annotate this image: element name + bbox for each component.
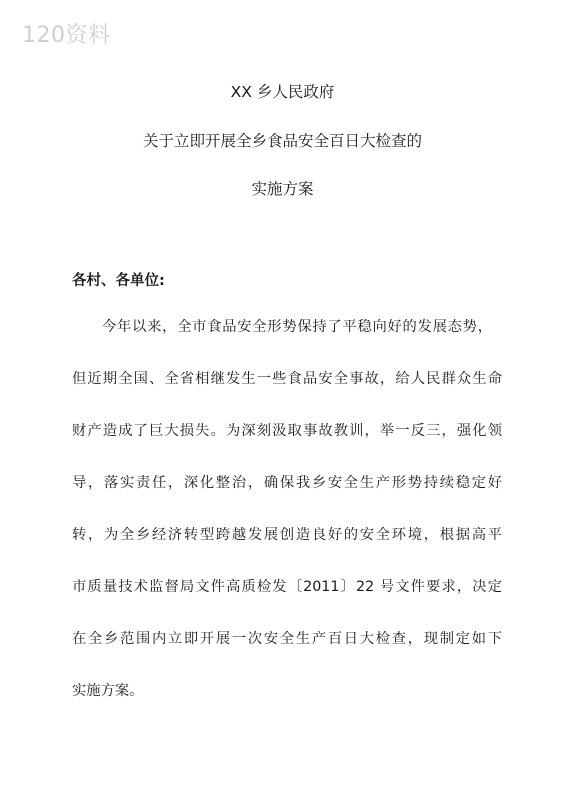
salutation: 各村、各单位: xyxy=(72,273,165,289)
body-line-4: 导，落实责任，深化整治，确保我乡安全生产形势持续稳定好 xyxy=(72,475,502,491)
body-line-1: 今年以来，全市食品安全形势保持了平稳向好的发展态势， xyxy=(102,319,492,335)
document-title-line-2: 关于立即开展全乡食品安全百日大检查的 xyxy=(142,132,422,150)
body-line-5: 转，为全乡经济转型跨越发展创造良好的安全环境，根据高平 xyxy=(72,527,502,543)
document-title-line-3: 实施方案 xyxy=(251,180,314,198)
document-title-line-1: XX 乡人民政府 xyxy=(230,83,335,101)
body-line-6: 市质量技术监督局文件高质检发〔2011〕22 号文件要求，决定 xyxy=(72,579,502,595)
watermark: 120资料 xyxy=(22,23,111,48)
body-line-3: 财产造成了巨大损失。为深刻汲取事故教训，举一反三，强化领 xyxy=(72,423,502,439)
body-line-2: 但近期全国、全省相继发生一些食品安全事故，给人民群众生命 xyxy=(72,371,502,387)
body-line-7: 在全乡范围内立即开展一次安全生产百日大检查，现制定如下 xyxy=(72,631,502,647)
body-line-8: 实施方案。 xyxy=(72,683,144,699)
